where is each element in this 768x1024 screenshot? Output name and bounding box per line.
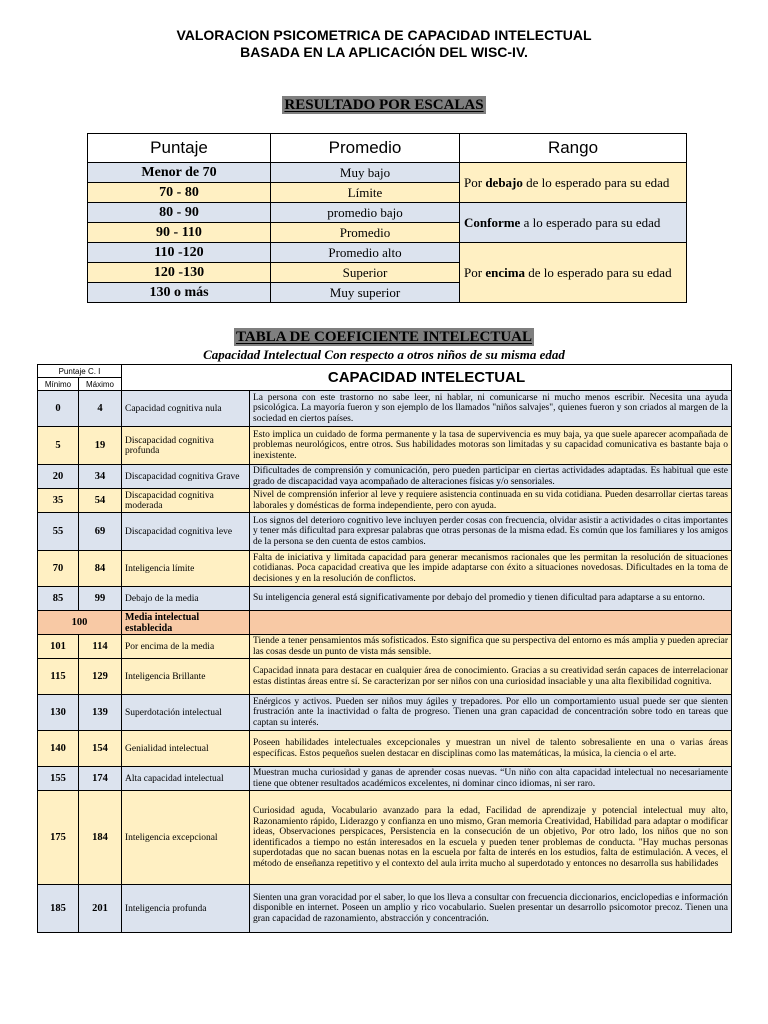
table-row [38,587,732,611]
descripcion-cell: Los signos del deterioro cognitivo leve incluyen perder cosas con frecuencia, olvidar asistir a actividades o citas importantes y tener más dificultad para expresar palabras que otras personas de la misma edad. Es común que los familiares y los amigos de la persona se den cuenta de estos cambios. [250,513,732,551]
descripcion-cell [250,611,732,635]
max-cell: 154 [79,731,122,767]
maximo-header: Máximo [79,378,122,391]
max-cell: 69 [79,513,122,551]
capacidad-cell: Discapacidad cognitiva Grave [122,465,250,489]
descripcion-cell: Curiosidad aguda, Vocabulario avanzado para la edad, Facilidad de aprendizaje y potencial intelectual muy alto, Razonamiento rápido, Liderazgo y confianza en uno mismo, Gran memoria Creatividad, Habilidad para adaptar o modificar ideas, Observaciones perspicaces, Persistencia en la consecución de un objetivo, Por otro lado, los niños que no son identificados a tiempo no están interesados en la escuela y pueden tener problemas de conducta. "Hay muchas personas superdotadas que no sacan buenas notas en la escuela por falta de interés en los estudios, falta de estimulación. A veces, el método de enseñanza repetitivo y el contexto del aula irrita mucho al superdotado y entonces no desarrolla sus habilidades [250,791,732,885]
capacidad-cell: Media intelectual establecida [122,611,250,635]
descripcion-cell: Falta de iniciativa y limitada capacidad para generar mecanismos racionales que les permitan la resolución de situaciones cotidianas. Poca capacidad creativa que les impide adaptarse con éxito a situaciones novedosas. Dificultades en la toma de decisiones y en la resolución de conflictos. [250,551,732,587]
puntaje-cell: 70 - 80 [88,183,271,203]
max-cell: 19 [79,427,122,465]
table-row [38,489,732,513]
min-cell: 0 [38,391,79,427]
max-cell: 99 [79,587,122,611]
table-row [38,791,732,885]
puntaje-cell: 90 - 110 [88,223,271,243]
ci-banner-text: TABLA DE COEFICIENTE INTELECTUAL [235,329,533,345]
rango-conforme: Conforme a lo esperado para su edad [460,203,687,243]
min-cell: 115 [38,659,79,695]
table-row [38,659,732,695]
escalas-row [88,243,687,263]
min-cell: 35 [38,489,79,513]
capacidad-cell: Por encima de la media [122,635,250,659]
max-cell: 114 [79,635,122,659]
escalas-banner [0,96,768,114]
min-cell: 85 [38,587,79,611]
table-row [38,695,732,731]
descripcion-cell: Esto implica un cuidado de forma permanente y la tasa de supervivencia es muy baja, ya que suele aparecer acompañada de problemas neurológicos, entre otros. Sus habilidades motoras son limitadas y su capacidad comunicativa es bastante baja o inexistente. [250,427,732,465]
col-header-puntaje: Puntaje [88,134,271,163]
escalas-table [87,133,687,303]
min-cell: 185 [38,885,79,933]
descripcion-cell: Capacidad innata para destacar en cualquier área de conocimiento. Gracias a su creatividad serán capaces de interrelacionar estas distintas áreas entre sí. Se caracterizan por ser niños con una curiosidad insaciable y una alta flexibilidad cognitiva. [250,659,732,695]
document-title [0,27,768,61]
promedio-cell: promedio bajo [271,203,460,223]
title-line-1: VALORACION PSICOMETRICA DE CAPACIDAD INTELECTUAL [176,27,592,43]
ci-table [37,364,732,933]
table-row [38,513,732,551]
rango-encima: Por encima de lo esperado para su edad [460,243,687,303]
ci-banner [0,328,768,346]
descripcion-cell: Muestran mucha curiosidad y ganas de aprender cosas nuevas. “Un niño con alta capacidad intelectual no necesariamente tiene que obtener resultados académicos excelentes, ni dominar cinco idiomas, ni ser raro. [250,767,732,791]
capacidad-cell: Alta capacidad intelectual [122,767,250,791]
table-row-media [38,611,732,635]
capacidad-cell: Inteligencia límite [122,551,250,587]
ci-header-row [38,365,732,378]
min-cell: 140 [38,731,79,767]
puntaje-cell: 120 -130 [88,263,271,283]
puntaje-cell: 80 - 90 [88,203,271,223]
col-header-rango: Rango [460,134,687,163]
capacidad-cell: Discapacidad cognitiva profunda [122,427,250,465]
capacidad-cell: Genialidad intelectual [122,731,250,767]
descripcion-cell: Su inteligencia general está significativamente por debajo del promedio y tienen dificultad para adaptarse a su entorno. [250,587,732,611]
min-cell: 5 [38,427,79,465]
max-cell: 201 [79,885,122,933]
max-cell: 129 [79,659,122,695]
capacidad-cell: Discapacidad cognitiva moderada [122,489,250,513]
max-cell: 84 [79,551,122,587]
min-cell: 175 [38,791,79,885]
min-cell: 100 [38,611,122,635]
promedio-cell: Muy superior [271,283,460,303]
capacidad-cell: Inteligencia Brillante [122,659,250,695]
max-cell: 174 [79,767,122,791]
max-cell: 184 [79,791,122,885]
escalas-row [88,163,687,183]
puntaje-cell: 110 -120 [88,243,271,263]
table-row [38,391,732,427]
capacidad-cell: Capacidad cognitiva nula [122,391,250,427]
capacidad-cell: Inteligencia excepcional [122,791,250,885]
min-cell: 155 [38,767,79,791]
table-row [38,551,732,587]
promedio-cell: Promedio [271,223,460,243]
table-row [38,767,732,791]
promedio-cell: Muy bajo [271,163,460,183]
rango-debajo: Por debajo de lo esperado para su edad [460,163,687,203]
max-cell: 4 [79,391,122,427]
title-line-2: BASADA EN LA APLICACIÓN DEL WISC-IV. [240,44,528,60]
table-row [38,427,732,465]
puntaje-cell: 130 o más [88,283,271,303]
capacidad-header: CAPACIDAD INTELECTUAL [122,365,732,391]
descripcion-cell: Enérgicos y activos. Pueden ser niños muy ágiles y trepadores. Por ello un comportamiento usual puede ser que sienten frustración ante la inactividad o falta de progreso. Tienen una gran capacidad de concentración sobre todo en tareas que captan su interés. [250,695,732,731]
max-cell: 34 [79,465,122,489]
puntaje-ci-header: Puntaje C. I [38,365,122,378]
descripcion-cell: Nivel de comprensión inferior al leve y requiere asistencia continuada en su vida cotidiana. Pueden desarrollar ciertas tareas laborales y domésticas de forma independiente, pero con ayuda. [250,489,732,513]
capacidad-cell: Inteligencia profunda [122,885,250,933]
capacidad-cell: Debajo de la media [122,587,250,611]
min-cell: 130 [38,695,79,731]
min-cell: 101 [38,635,79,659]
promedio-cell: Superior [271,263,460,283]
table-row [38,731,732,767]
table-row [38,465,732,489]
puntaje-cell: Menor de 70 [88,163,271,183]
capacidad-cell: Superdotación intelectual [122,695,250,731]
col-header-promedio: Promedio [271,134,460,163]
descripcion-cell: Dificultades de comprensión y comunicación, pero pueden participar en ciertas actividades adaptadas. Es habitual que este grado de discapacidad vaya acompañado de alteraciones físicas y/o sensoriales. [250,465,732,489]
descripcion-cell: La persona con este trastorno no sabe leer, ni hablar, ni comunicarse ni mucho menos escribir. Necesita una ayuda psicológica. La mayoría fueron y son ejemplo de los llamados "niños salvajes", quienes fueron y son criados al margen de la sociedad en ciertos países. [250,391,732,427]
table-row [38,635,732,659]
escalas-banner-text: RESULTADO POR ESCALAS [284,97,484,113]
min-cell: 70 [38,551,79,587]
minimo-header: Mínimo [38,378,79,391]
ci-subtitle: Capacidad Intelectual Con respecto a otros niños de su misma edad [203,347,565,362]
min-cell: 55 [38,513,79,551]
descripcion-cell: Poseen habilidades intelectuales excepcionales y muestran un nivel de talento sobresaliente en una o varias áreas específicas. Estos pequeños suelen destacar en disciplinas como las matemáticas, la música, la ciencia o el arte. [250,731,732,767]
promedio-cell: Límite [271,183,460,203]
max-cell: 54 [79,489,122,513]
capacidad-cell: Discapacidad cognitiva leve [122,513,250,551]
promedio-cell: Promedio alto [271,243,460,263]
descripcion-cell: Sienten una gran voracidad por el saber, lo que los lleva a consultar con frecuencia diccionarios, enciclopedias e información disponible en internet. Poseen un amplio y rico vocabulario. Suelen presentar un desarrollo psicomotor precoz. Tienen una gran capacidad de razonamiento, abstracción y concentración. [250,885,732,933]
max-cell: 139 [79,695,122,731]
escalas-header-row [88,134,687,163]
min-cell: 20 [38,465,79,489]
escalas-row [88,203,687,223]
table-row [38,885,732,933]
descripcion-cell: Tiende a tener pensamientos más sofisticados. Esto significa que su perspectiva del entorno es más amplia y pueden apreciar las cosas desde un punto de vista más sensible. [250,635,732,659]
